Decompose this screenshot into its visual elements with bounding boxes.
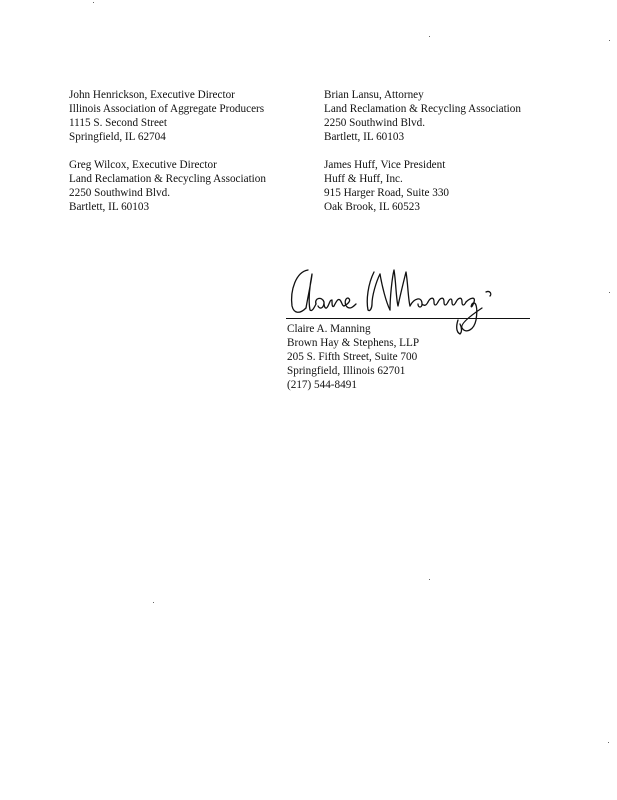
recipient-city-state-zip: Springfield, IL 62704 — [69, 131, 166, 143]
signer-city-state-zip: Springfield, Illinois 62701 — [287, 365, 406, 377]
scan-speck — [93, 2, 94, 3]
service-address-huff — [324, 158, 449, 214]
signature-block — [286, 262, 536, 322]
scan-speck — [609, 40, 610, 41]
scan-speck — [429, 579, 430, 580]
recipient-city-state-zip: Bartlett, IL 60103 — [69, 201, 150, 213]
recipient-name-title: James Huff, Vice President — [324, 159, 446, 171]
recipient-city-state-zip: Bartlett, IL 60103 — [324, 131, 405, 143]
scan-speck — [429, 36, 430, 37]
scan-speck — [609, 292, 610, 293]
recipient-street: 1115 S. Second Street — [69, 117, 167, 129]
signer-name: Claire A. Manning — [287, 323, 371, 335]
recipient-organization: Illinois Association of Aggregate Producers — [69, 103, 265, 115]
recipient-street: 915 Harger Road, Suite 330 — [324, 187, 450, 199]
recipient-city-state-zip: Oak Brook, IL 60523 — [324, 201, 420, 213]
scan-speck — [153, 602, 154, 603]
recipient-organization: Land Reclamation & Recycling Association — [324, 103, 521, 115]
scan-speck — [608, 742, 609, 743]
signer-firm: Brown Hay & Stephens, LLP — [287, 337, 420, 349]
recipient-street: 2250 Southwind Blvd. — [69, 187, 171, 199]
service-address-henrickson — [69, 88, 264, 144]
service-address-lansu — [324, 88, 521, 144]
signer-info — [287, 322, 419, 392]
recipient-name-title: John Henrickson, Executive Director — [69, 89, 235, 101]
recipient-street: 2250 Southwind Blvd. — [324, 117, 426, 129]
signature-line — [286, 318, 530, 319]
signer-phone: (217) 544-8491 — [287, 379, 357, 391]
recipient-organization: Huff & Huff, Inc. — [324, 173, 403, 185]
service-address-wilcox — [69, 158, 266, 214]
signer-street: 205 S. Fifth Street, Suite 700 — [287, 351, 418, 363]
recipient-name-title: Brian Lansu, Attorney — [324, 89, 424, 101]
recipient-organization: Land Reclamation & Recycling Association — [69, 173, 266, 185]
recipient-name-title: Greg Wilcox, Executive Director — [69, 159, 217, 171]
